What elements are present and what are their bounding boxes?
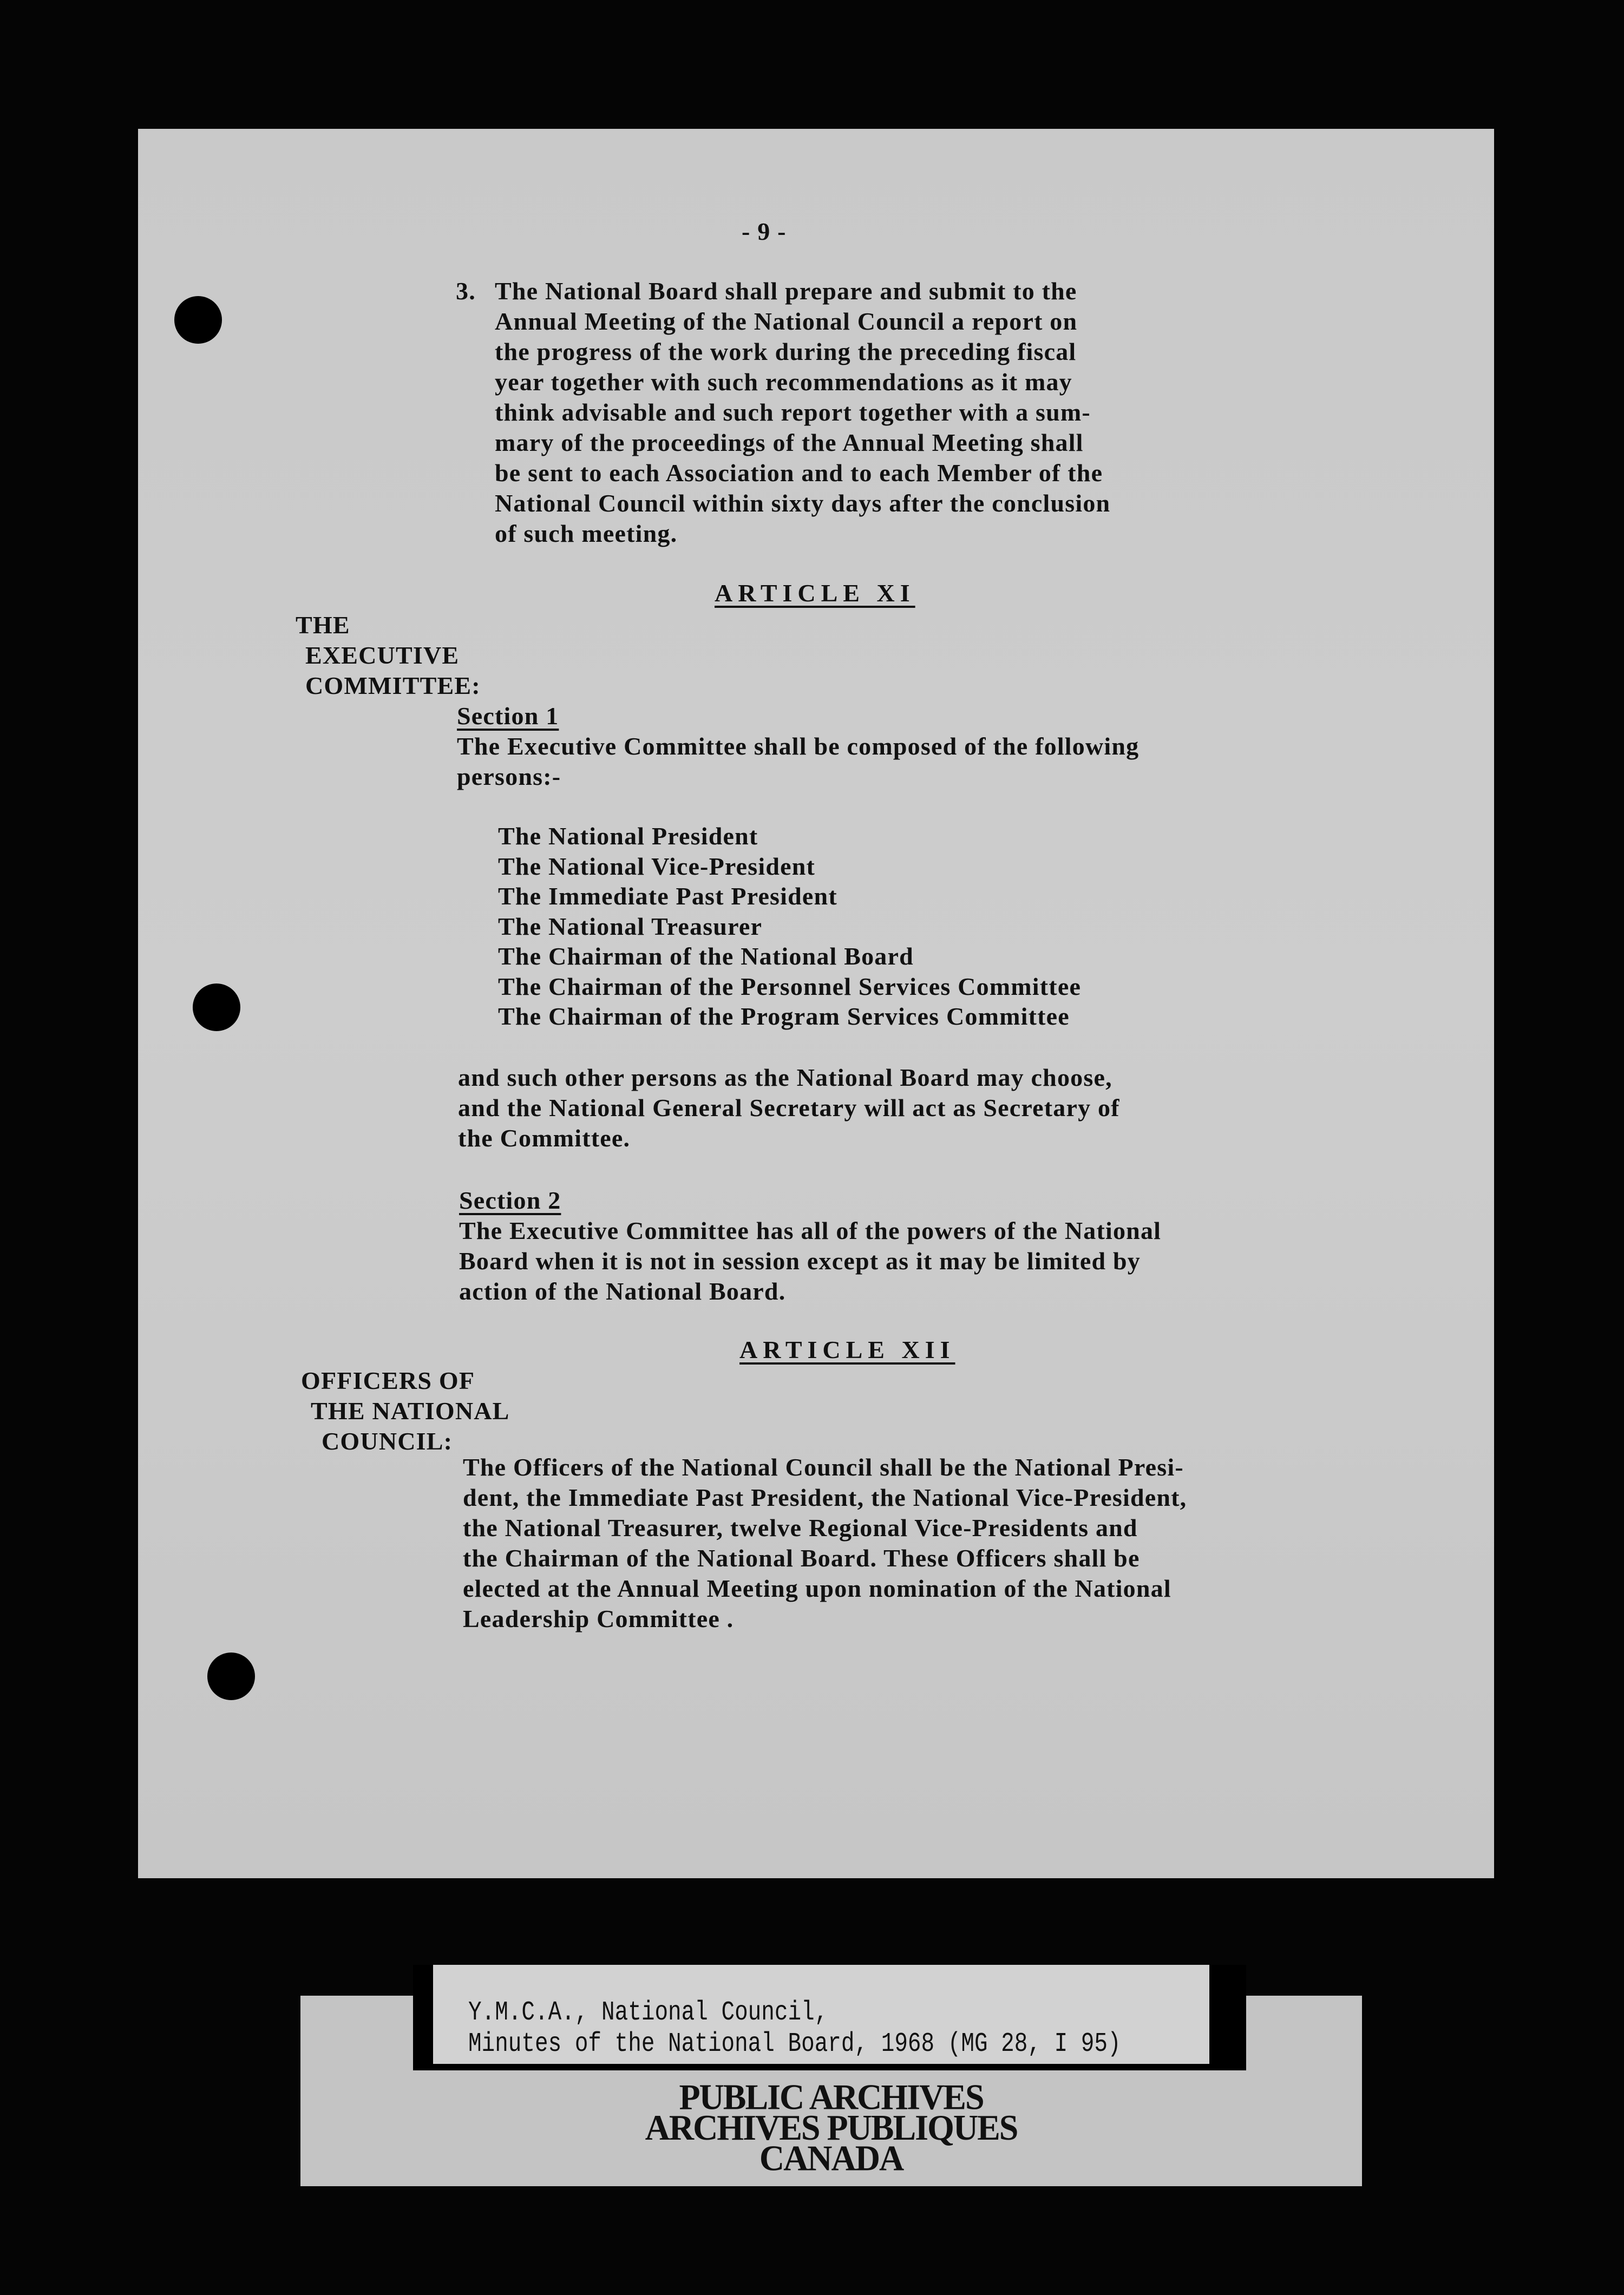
text-line: persons:- <box>457 763 561 790</box>
text-line: elected at the Annual Meeting upon nomination of the National <box>463 1575 1171 1602</box>
text-line: of such meeting. <box>495 520 678 547</box>
article-12-paragraph <box>463 1452 1187 1634</box>
text-line: Board when it is not in session except as it may be limited by <box>459 1247 1141 1275</box>
page-number: - 9 - <box>742 218 787 245</box>
archive-reference <box>468 1997 1121 2060</box>
stamp-line: PUBLIC ARCHIVES <box>679 2076 984 2117</box>
reference-line: Minutes of the National Board, 1968 (MG 28, I 95) <box>468 2029 1121 2060</box>
archives-stamp <box>300 2076 1362 2179</box>
text-line: The Executive Committee shall be composed of the following <box>457 732 1140 760</box>
side-heading-line: EXECUTIVE <box>305 641 460 669</box>
article-12-side-heading <box>301 1366 510 1457</box>
article-11-side-heading <box>296 610 481 701</box>
list-item: The Chairman of the Program Services Committee <box>498 1002 1070 1030</box>
article-12-heading: ARTICLE XII <box>739 1336 955 1363</box>
text-line: action of the National Board. <box>459 1277 786 1305</box>
member-list <box>498 821 1081 1032</box>
reference-line: Y.M.C.A., National Council, <box>468 1997 828 2028</box>
text-line: think advisable and such report together with a sum- <box>495 398 1091 426</box>
text-line: be sent to each Association and to each Member of the <box>495 459 1103 487</box>
text-line: the progress of the work during the preceding fiscal <box>495 338 1077 365</box>
text-line: National Council within sixty days after the conclusion <box>495 489 1111 517</box>
text-line: The Officers of the National Council shall be the National Presi- <box>463 1453 1184 1481</box>
text-line: the National Treasurer, twelve Regional Vice-Presidents and <box>463 1514 1138 1542</box>
text-line: dent, the Immediate Past President, the National Vice-President, <box>463 1484 1187 1511</box>
section-2 <box>459 1185 1161 1307</box>
punch-hole <box>193 983 240 1031</box>
list-item: The National Treasurer <box>498 912 763 940</box>
text-line: The National Board shall prepare and submit to the <box>495 277 1077 305</box>
list-item: The Chairman of the Personnel Services Committee <box>498 972 1082 1000</box>
side-heading-line: OFFICERS OF <box>301 1367 475 1394</box>
stamp-line: CANADA <box>759 2137 903 2179</box>
text-line: Annual Meeting of the National Council a report on <box>495 307 1078 335</box>
side-heading-line: COMMITTEE: <box>305 672 481 699</box>
list-item: The Chairman of the National Board <box>498 942 914 970</box>
punch-hole <box>207 1653 255 1700</box>
section-1 <box>457 701 1139 792</box>
section-title: Section 1 <box>457 702 559 730</box>
list-item: The National Vice-President <box>498 852 816 880</box>
text-line: and such other persons as the National Board may choose, <box>458 1064 1112 1091</box>
paragraph-number: 3. <box>456 277 476 305</box>
side-heading-line: THE <box>296 611 350 639</box>
text-line: the Chairman of the National Board. These Officers shall be <box>463 1544 1140 1572</box>
text-line: and the National General Secretary will act as Secretary of <box>458 1094 1120 1122</box>
text-line: the Committee. <box>458 1124 631 1152</box>
section-1-closing <box>458 1063 1120 1153</box>
paragraph-3 <box>495 276 1110 549</box>
text-line: year together with such recommendations as it may <box>495 368 1072 396</box>
punch-hole <box>174 296 222 344</box>
section-title: Section 2 <box>459 1186 561 1214</box>
text-line: Leadership Committee . <box>463 1605 734 1632</box>
text-line: The Executive Committee has all of the powers of the National <box>459 1217 1162 1244</box>
side-heading-line: COUNCIL: <box>322 1427 453 1455</box>
list-item: The Immediate Past President <box>498 882 837 910</box>
article-11-heading: ARTICLE XI <box>715 579 915 607</box>
side-heading-line: THE NATIONAL <box>311 1397 510 1425</box>
stamp-line: ARCHIVES PUBLIQUES <box>645 2107 1018 2148</box>
list-item: The National President <box>498 822 758 850</box>
text-line: mary of the proceedings of the Annual Meeting shall <box>495 429 1084 456</box>
